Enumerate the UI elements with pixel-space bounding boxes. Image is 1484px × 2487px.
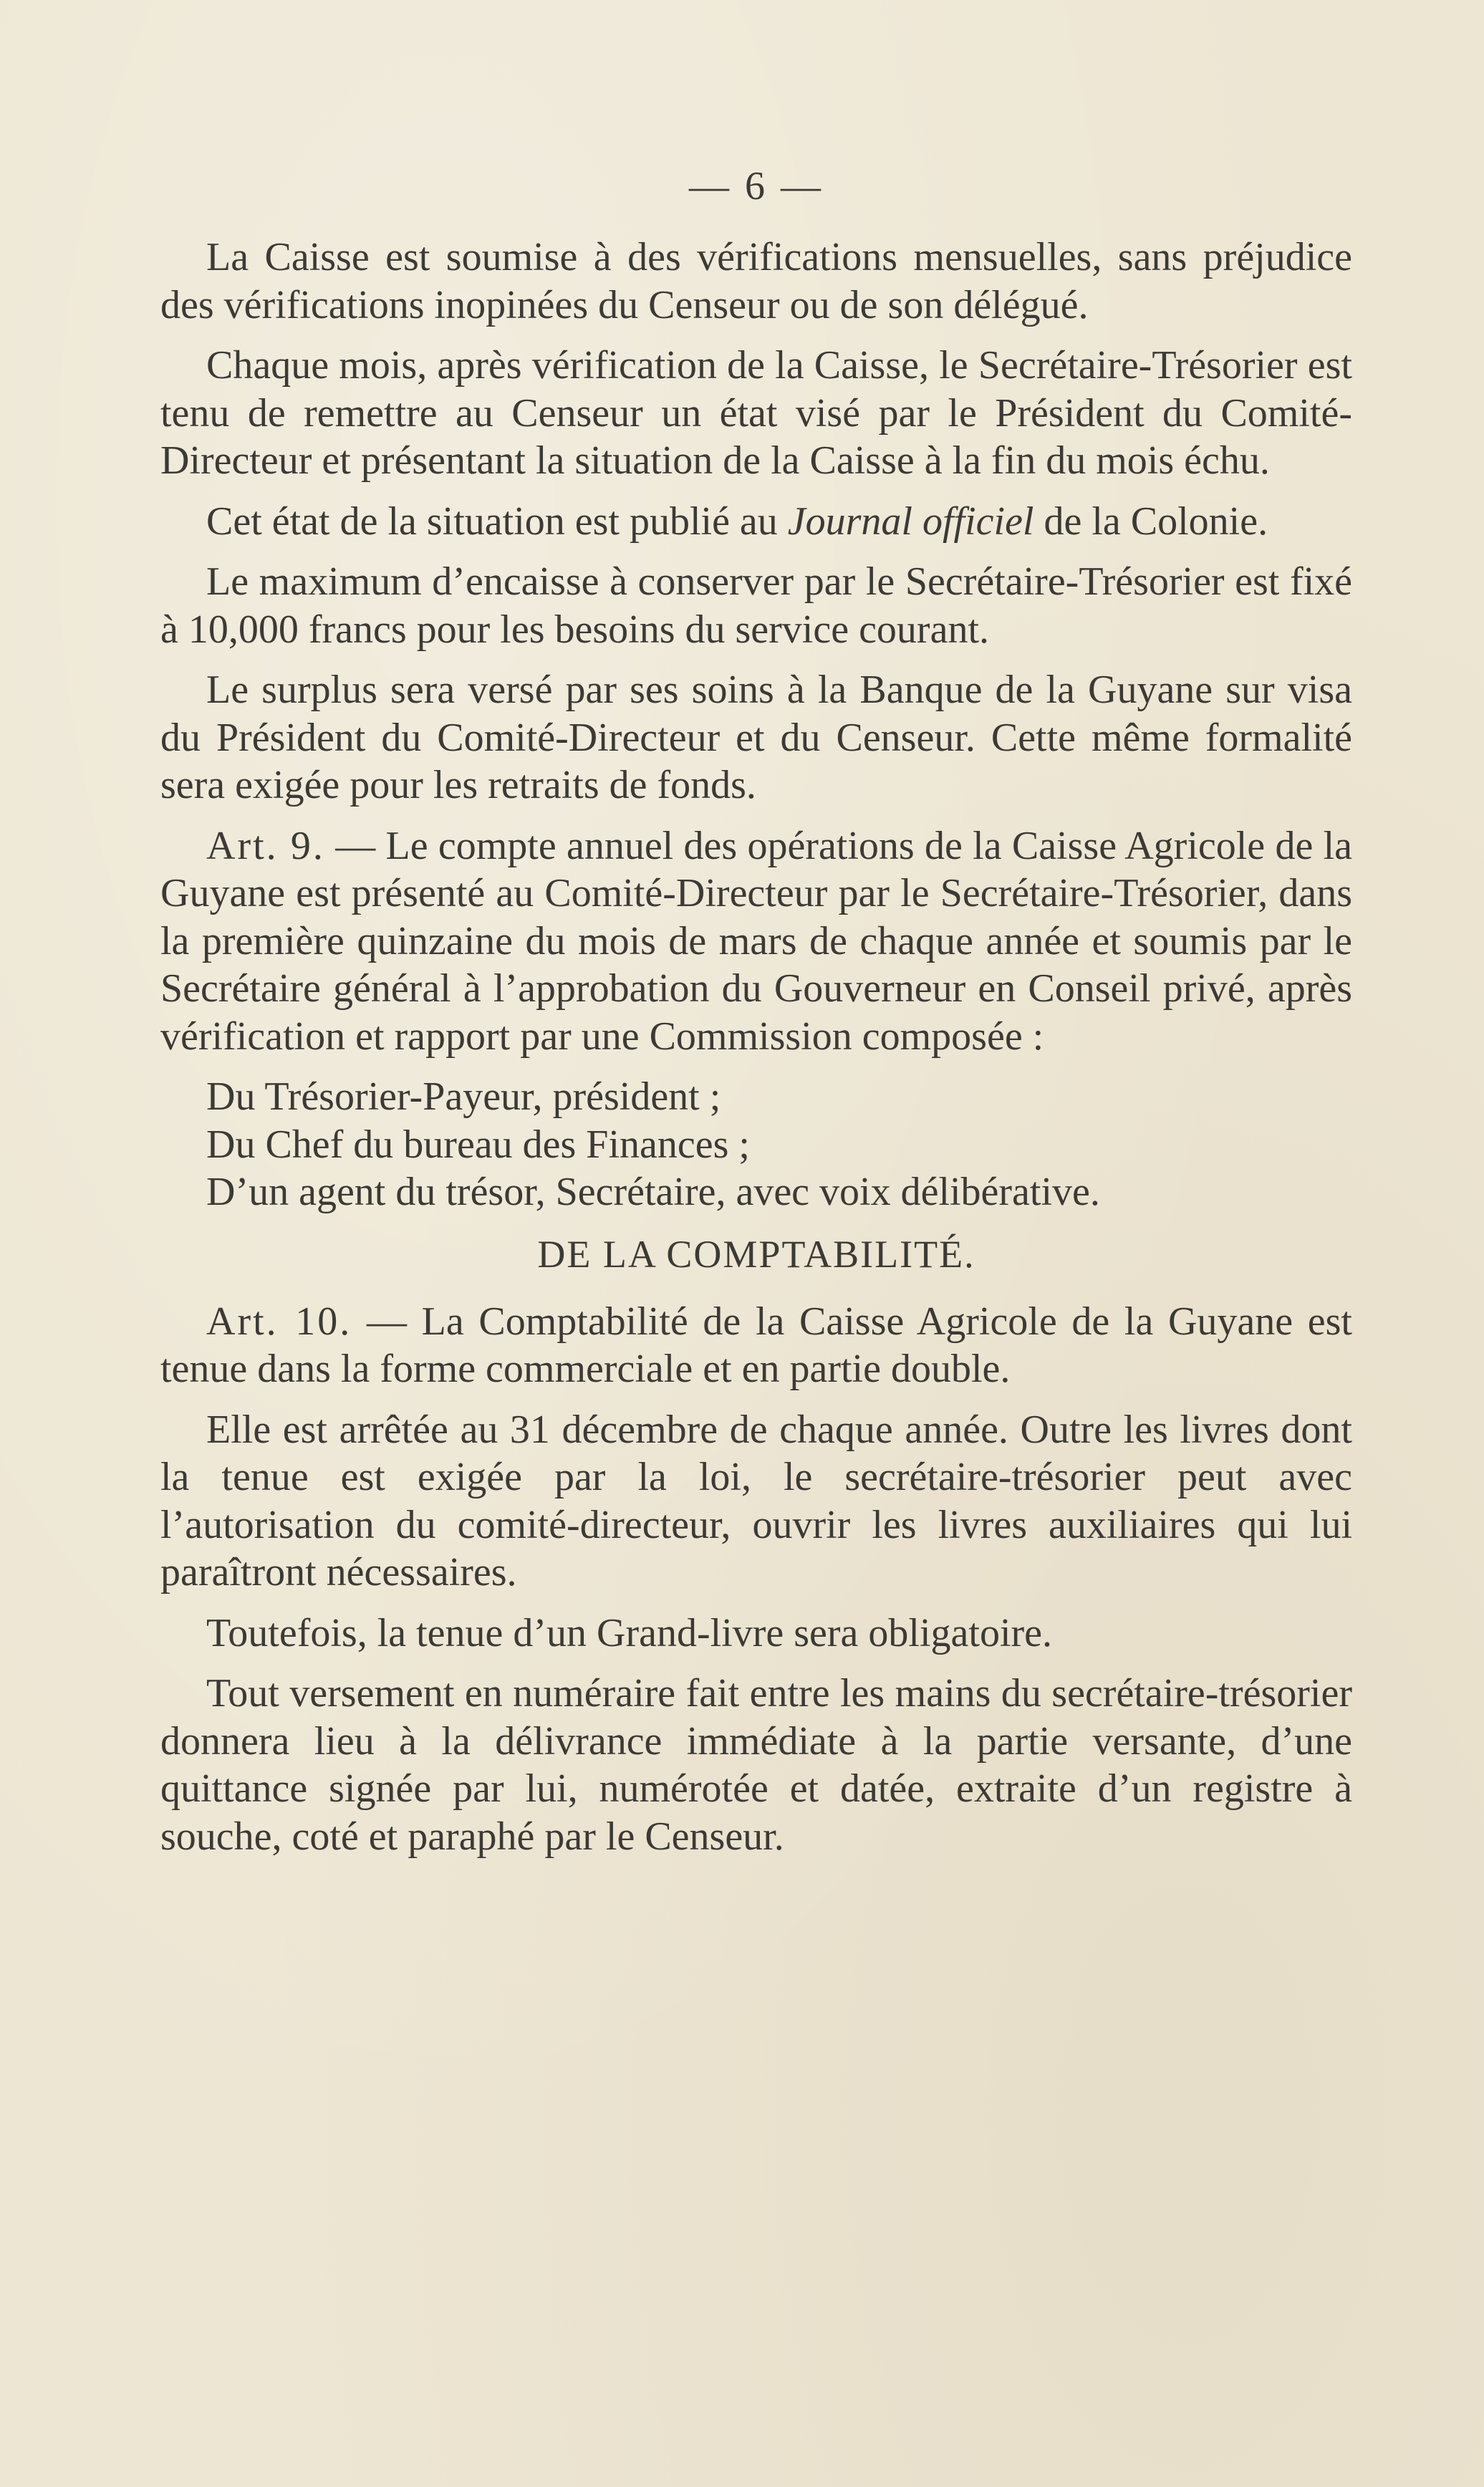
article-9-text: — Le compte annuel des opérations de la Caisse Agricole de la Guyane est présenté au Comité-Directeur par le Secrétaire-Trésorier, dans la première quinzaine du mois de mars de chaque année et soumis par le Secrétaire général à l’approbation du Gouverneur en Conseil privé, après vérification et rapport par une Commission composée : [160, 823, 1352, 1059]
paragraph-publication [160, 498, 1352, 546]
page-number: — 6 — [689, 164, 824, 208]
paragraph-closing-books: Elle est arrêtée au 31 décembre de chaque année. Outre les livres dont la tenue est exigée par la loi, le secrétaire-trésorier peut avec l’autorisation du comité-directeur, ouvrir les livres auxiliaires qui lui paraîtront nécessaires. [160, 1407, 1352, 1594]
article-10 [160, 1298, 1352, 1393]
commission-member-finance-chief: Du Chef du bureau des Finances ; [206, 1122, 750, 1167]
commission-member-treasurer: Du Trésorier-Payeur, président ; [206, 1074, 721, 1119]
article-10-label: Art. 10. [206, 1299, 352, 1344]
section-heading: DE LA COMPTABILITÉ. [537, 1232, 975, 1276]
paragraph-maximum-cash: Le maximum d’encaisse à conserver par le Secrétaire-Trésorier est fixé à 10,000 francs pour les besoins du service courant. [160, 559, 1352, 652]
paragraph-cash-deposit: Tout versement en numéraire fait entre les mains du secrétaire-trésorier donnera lieu à la délivrance immédiate à la partie versante, d’une quittance signée par lui, numérotée et datée, extraite d’un registre à souche, coté et paraphé par le Censeur. [160, 1671, 1352, 1859]
article-9 [160, 822, 1352, 1061]
paragraph-monthly-report: Chaque mois, après vérification de la Caisse, le Secrétaire-Trésorier est tenu de remettre au Censeur un état visé par le Président du Comité-Directeur et présentant la situation de la Caisse à la fin du mois échu. [160, 343, 1352, 483]
paragraph-verifications: La Caisse est soumise à des vérifications mensuelles, sans préjudice des vérifications inopinées du Censeur ou de son délégué. [160, 235, 1352, 327]
journal-officiel-title: Journal officiel [787, 499, 1034, 544]
text-block [160, 158, 1352, 1873]
paragraph-grand-livre: Toutefois, la tenue d’un Grand-livre sera obligatoire. [206, 1610, 1053, 1655]
article-9-label: Art. 9. [206, 823, 325, 868]
article-10-text: — La Comptabilité de la Caisse Agricole de la Guyane est tenue dans la forme commerciale et en partie double. [160, 1299, 1352, 1391]
paragraph-surplus: Le surplus sera versé par ses soins à la Banque de la Guyane sur visa du Président du Comité-Directeur et du Censeur. Cette même formalité sera exigée pour les retraits de fonds. [160, 668, 1352, 807]
commission-member-secretary: D’un agent du trésor, Secrétaire, avec voix délibérative. [206, 1170, 1100, 1214]
publication-text-before: Cet état de la situation est publié au [206, 499, 788, 544]
publication-text-after: de la Colonie. [1034, 499, 1268, 544]
